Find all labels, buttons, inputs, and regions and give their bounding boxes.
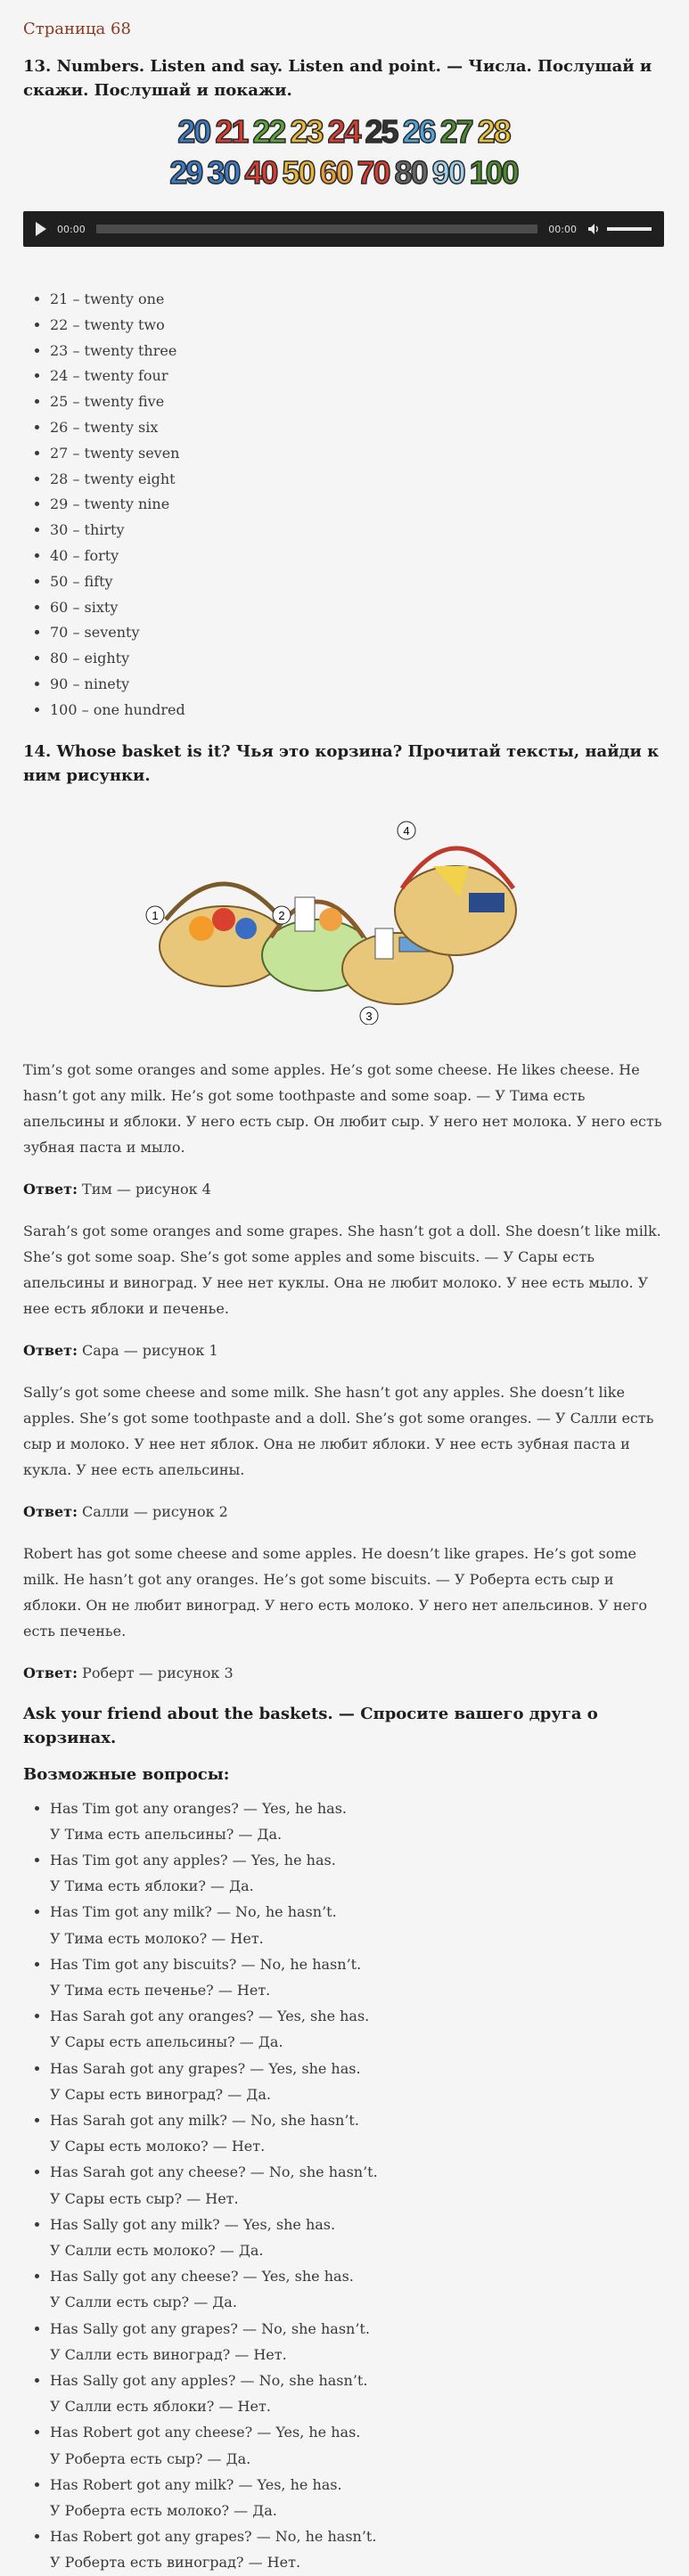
number-glyph: 90	[431, 154, 464, 191]
list-item: • 26 – twenty six	[50, 415, 664, 441]
numbers-row-1	[126, 111, 562, 152]
audio-player	[23, 211, 664, 247]
list-item: • 25 – twenty five	[50, 389, 664, 415]
number-glyph: 23	[290, 113, 323, 150]
list-item: • 30 – thirty	[50, 518, 664, 544]
question-item: • Has Sally got any milk? — Yes, she has. У Салли есть молоко? — Да.	[50, 2212, 664, 2263]
answer: Ответ: Роберт — рисунок 3	[23, 1664, 234, 1681]
list-item: • 50 – fifty	[50, 569, 664, 595]
numbers-list	[23, 287, 664, 724]
number-glyph: 30	[207, 154, 240, 191]
question-item: • Has Tim got any biscuits? — No, he hasn’t. У Тима есть печенье? — Нет.	[50, 1951, 664, 2003]
question-item: • Has Tim got any apples? — Yes, he has. У Тима есть яблоки? — Да.	[50, 1847, 664, 1899]
answer: Ответ: Сара — рисунок 1	[23, 1341, 218, 1359]
volume-slider[interactable]	[607, 227, 652, 231]
baskets-illustration	[139, 813, 549, 1025]
reading-text: Sally’s got some cheese and some milk. She hasn’t got any apples. She doesn’t like apples. She’s got some toothpaste and a doll. She’s got some oranges. — У Салли есть сыр и молоко. У нее нет яблок. Она не любит яблоки. У нее есть зубная паста и кукла. У нее есть апельсины.	[23, 1383, 654, 1478]
picture-label-4: 4	[402, 823, 410, 838]
question-item: • Has Robert got any milk? — Yes, he has. У Роберта есть молоко? — Да.	[50, 2472, 664, 2523]
question-item: • Has Sarah got any cheese? — No, she hasn’t. У Сары есть сыр? — Нет.	[50, 2159, 664, 2211]
grapes-icon	[235, 918, 257, 939]
question-item: • Has Sarah got any milk? — No, she hasn’t. У Сары есть молоко? — Нет.	[50, 2107, 664, 2159]
exercise-13-heading: 13. Numbers. Listen and say. Listen and point. — Числа. Послушай и скажи. Послушай и покажи.	[23, 57, 652, 100]
basket-4	[395, 848, 516, 955]
question-item: • Has Sally got any grapes? — No, she hasn’t. У Салли есть виноград? — Нет.	[50, 2316, 664, 2367]
picture-label-2: 2	[277, 908, 285, 922]
number-glyph: 50	[282, 154, 315, 191]
audio-seek-bar[interactable]	[96, 225, 538, 233]
doll-icon	[319, 908, 342, 931]
question-item: • Has Sarah got any oranges? — Yes, she has. У Сары есть апельсины? — Да.	[50, 2003, 664, 2055]
number-glyph: 40	[244, 154, 277, 191]
list-item: • 90 – ninety	[50, 672, 664, 698]
answer: Ответ: Тим — рисунок 4	[23, 1180, 211, 1198]
question-item: • Has Sarah got any grapes? — Yes, she has. У Сары есть виноград? — Да.	[50, 2056, 664, 2107]
questions-heading: Возможные вопросы:	[23, 1764, 230, 1784]
answer-label: Ответ:	[23, 1502, 78, 1520]
number-glyph: 100	[469, 154, 518, 191]
list-item: • 27 – twenty seven	[50, 441, 664, 467]
list-item: • 23 – twenty three	[50, 339, 664, 364]
page-title: Страница 68	[23, 20, 131, 38]
list-item: • 21 – twenty one	[50, 287, 664, 313]
reading-text: Sarah’s got some oranges and some grapes. She hasn’t got a doll. She doesn’t like milk. She’s got some soap. She’s got some apples and some biscuits. — У Сары есть апельсины и виноград. У нее нет куклы. Она не любит молоко. У нее есть мыло. У нее есть яблоки и печенье.	[23, 1222, 661, 1317]
question-item: • Has Tim got any milk? — No, he hasn’t. У Тима есть молоко? — Нет.	[50, 1899, 664, 1950]
ask-heading: Ask your friend about the baskets. — Спросите вашего друга о корзинах.	[23, 1704, 598, 1747]
numbers-image	[126, 111, 562, 197]
question-item: • Has Robert got any cheese? — Yes, he has. У Роберта есть сыр? — Да.	[50, 2419, 664, 2471]
questions-list	[23, 1795, 664, 2576]
number-glyph: 22	[252, 113, 285, 150]
list-item: • 28 – twenty eight	[50, 467, 664, 493]
number-glyph: 26	[402, 113, 435, 150]
number-glyph: 21	[215, 113, 248, 150]
picture-label-1: 1	[151, 908, 159, 922]
list-item: • 80 – eighty	[50, 646, 664, 672]
question-item: • Has Tim got any oranges? — Yes, he has. У Тима есть апельсины? — Да.	[50, 1795, 664, 1847]
audio-current-time: 00:00	[57, 223, 86, 235]
list-item: • 70 – seventy	[50, 620, 664, 646]
answer-label: Ответ:	[23, 1180, 78, 1198]
number-glyph: 24	[327, 113, 360, 150]
number-glyph: 20	[177, 113, 210, 150]
answer: Ответ: Салли — рисунок 2	[23, 1502, 228, 1520]
play-icon[interactable]	[36, 222, 46, 236]
list-item: • 40 – forty	[50, 544, 664, 569]
number-glyph: 28	[477, 113, 510, 150]
list-item: • 29 – twenty nine	[50, 492, 664, 518]
answer-label: Ответ:	[23, 1341, 78, 1359]
number-glyph: 25	[365, 113, 398, 150]
list-item: • 100 – one hundred	[50, 698, 664, 724]
apple-icon	[212, 908, 235, 931]
number-glyph: 27	[439, 113, 472, 150]
reading-text: Tim’s got some oranges and some apples. He’s got some cheese. He likes cheese. He hasn’t got any milk. He’s got some toothpaste and some soap. — У Тима есть апельсины и яблоки. У него есть сыр. Он любит сыр. У него нет молока. У него есть зубная паста и мыло.	[23, 1060, 662, 1156]
list-item: • 22 – twenty two	[50, 313, 664, 339]
audio-duration: 00:00	[548, 223, 577, 235]
exercise-14-heading: 14. Whose basket is it? Чья это корзина? Прочитай тексты, найди к ним рисунки.	[23, 741, 660, 785]
number-glyph: 60	[319, 154, 352, 191]
number-glyph: 80	[394, 154, 427, 191]
list-item: • 24 – twenty four	[50, 364, 664, 389]
picture-label-3: 3	[365, 1009, 373, 1023]
number-glyph: 70	[357, 154, 390, 191]
reading-text: Robert has got some cheese and some apples. He doesn’t like grapes. He’s got some milk. He hasn’t got any oranges. He’s got some biscuits. — У Роберта есть сыр и яблоки. Он не любит виноград. У него есть молоко. У него нет апельсинов. У него есть печенье.	[23, 1544, 647, 1640]
question-item: • Has Sally got any apples? — No, she hasn’t. У Салли есть яблоки? — Нет.	[50, 2367, 664, 2419]
question-item: • Has Robert got any grapes? — No, he hasn’t. У Роберта есть виноград? — Нет.	[50, 2523, 664, 2575]
milk-icon	[295, 897, 315, 931]
orange-icon	[189, 916, 214, 941]
list-item: • 60 – sixty	[50, 595, 664, 621]
question-item: • Has Sally got any cheese? — Yes, she has. У Салли есть сыр? — Да.	[50, 2263, 664, 2315]
number-glyph: 29	[169, 154, 202, 191]
answer-label: Ответ:	[23, 1664, 78, 1681]
reading-texts	[23, 1057, 664, 1686]
numbers-row-2	[126, 152, 562, 193]
volume-icon[interactable]	[587, 223, 600, 235]
